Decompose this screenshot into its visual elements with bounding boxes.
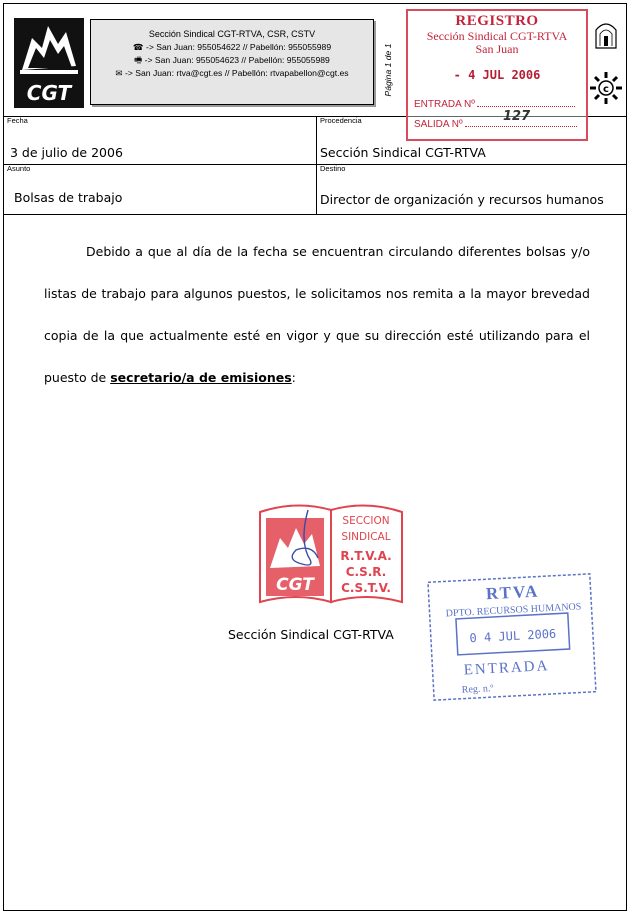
svg-text:c: c [603,84,609,95]
signature-line: Sección Sindical CGT-RTVA [228,627,394,642]
field-row-divider [4,164,626,165]
junta-andalucia-logo [588,18,624,110]
asunto-label: Asunto [7,164,31,173]
body-end: : [291,370,296,385]
contact-title: Sección Sindical CGT-RTVA, CSR, CSTV [148,29,316,39]
letter-body [44,231,590,399]
contact-email: ✉ -> San Juan: rtva@cgt.es // Pabellón: rtvapabellon@cgt.es [115,68,349,78]
union-seal [256,498,406,608]
destino-value: Director de organización y recursos humanos [320,192,604,207]
fecha-value: 3 de julio de 2006 [10,145,123,160]
seal-line-5: C.S.T.V. [341,581,391,595]
contact-fax: 🖷 -> San Juan: 955054623 // Pabellón: 955055989 [134,55,330,65]
contact-phone: ☎ -> San Juan: 955054622 // Pabellón: 955055989 [132,42,332,52]
seal-line-4: C.S.R. [345,565,387,579]
svg-text:CGT: CGT [26,81,72,105]
seal-line-1: SECCION [342,515,390,527]
fecha-label: Fecha [7,116,28,125]
cgt-logo [14,18,84,108]
contact-box [90,19,374,105]
field-bottom-border [4,214,626,215]
procedencia-value: Sección Sindical CGT-RTVA [320,145,486,160]
registro-line2: San Juan [475,42,519,56]
rtva-date: 0 4 JUL 2006 [469,626,557,646]
rtva-dept: DPTO. RECURSOS HUMANOS [445,601,582,620]
field-divider [316,116,317,214]
salida-label: SALIDA Nº [414,119,463,130]
rtva-entrada: ENTRADA [463,658,550,679]
registro-title: REGISTRO [455,13,539,29]
registro-line1: Sección Sindical CGT-RTVA [426,29,568,43]
rtva-stamp [427,572,597,704]
job-title-highlight: secretario/a de emisiones [110,370,292,385]
entrada-label: ENTRADA Nº [414,99,475,110]
rtva-title: RTVA [485,581,540,604]
salida-line [414,119,577,130]
asunto-value: Bolsas de trabajo [14,190,123,205]
procedencia-label: Procedencia [320,116,362,125]
seal-line-3: R.T.V.A. [340,549,392,563]
rtva-reg: Reg. n.º [461,683,494,696]
seal-logo-text: CGT [276,575,314,595]
seal-line-2: SINDICAL [341,531,391,543]
registro-date: - 4 JUL 2006 [453,68,541,82]
salida-number: 127 [503,109,531,124]
body-paragraph: Debido a que al día de la fecha se encuentran circulando diferentes bolsas y/o listas de trabajo para algunos puestos, le solicitamos nos remita a la mayor brevedad copia de la que actualmente esté en vigor y que su dirección esté utilizando para el puesto de [44,244,590,385]
page-indicator: Página 1 de 1 [383,43,393,97]
document-page [3,3,627,911]
destino-label: Destino [320,164,346,173]
registro-stamp [406,9,588,141]
entrada-line [414,99,575,110]
